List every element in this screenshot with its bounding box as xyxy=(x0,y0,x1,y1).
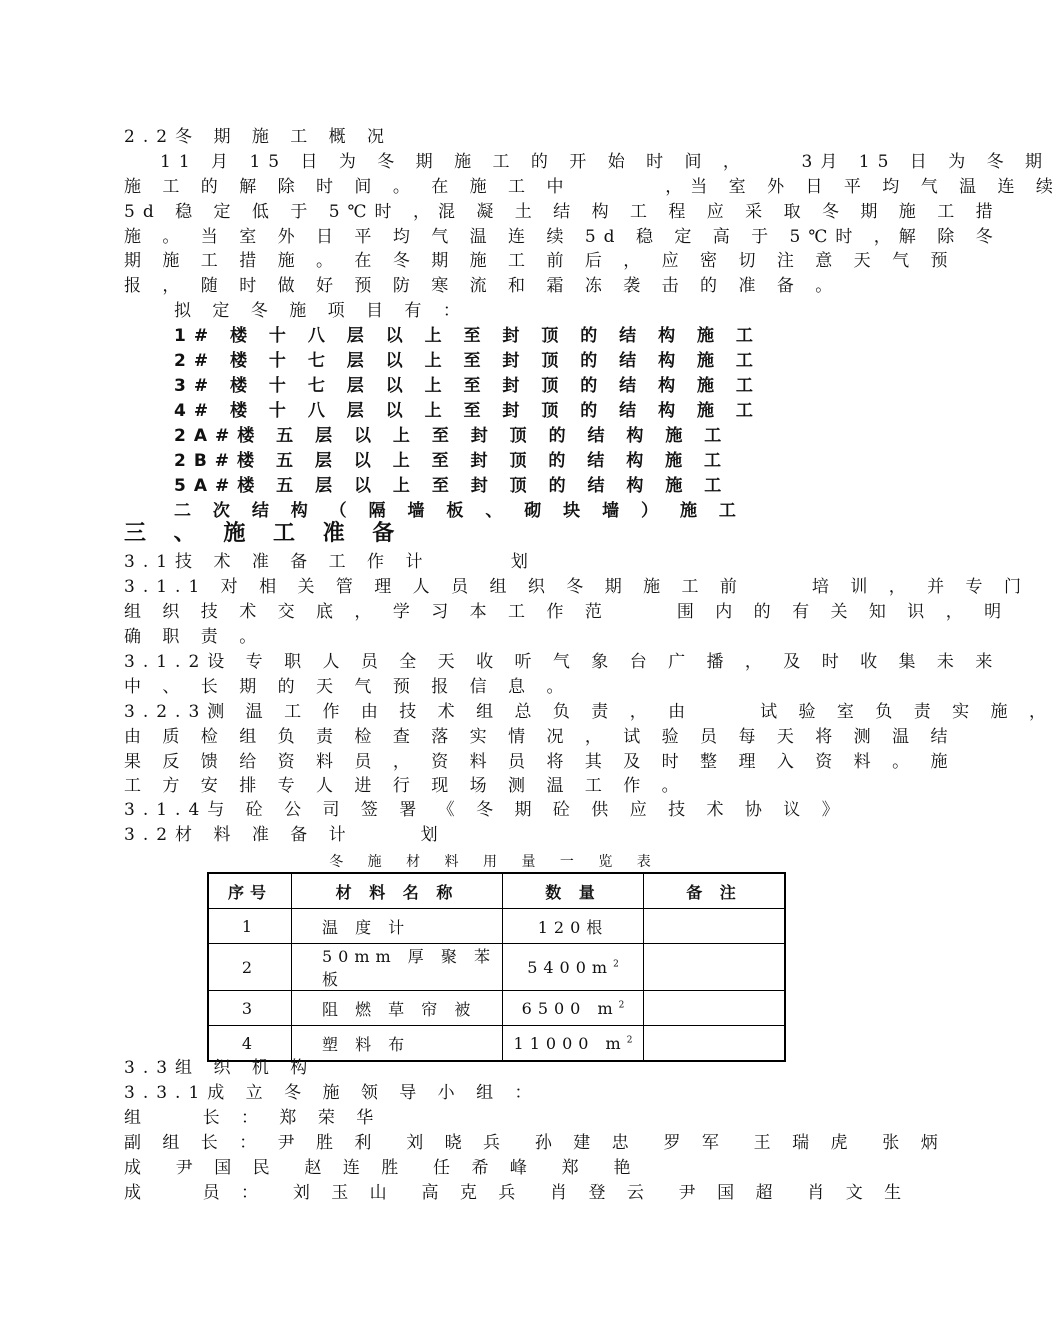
table-caption: 冬 施 材 料 用 量 一 览 表 xyxy=(329,854,661,870)
qty-value: 5400m xyxy=(527,957,614,977)
winter-item: 二 次 结 构 （ 隔 墙 板 、 砌 块 墙 ） 施 工 xyxy=(174,501,744,521)
paragraph-line: 由 质 检 组 负 责 检 查 落 实 情 况 ， 试 验 员 每 天 将 测 温 结 xyxy=(124,727,956,747)
cell-note xyxy=(644,1026,786,1062)
paragraph-line: 3.3组 织 机 构 xyxy=(124,1058,316,1078)
col-header-qty: 数 量 xyxy=(503,873,644,909)
items-intro: 拟 定 冬 施 项 目 有 ： xyxy=(174,301,468,321)
paragraph-line: 组 织 技 术 交 底 ， 学 习 本 工 作 范 围 内 的 有 关 知 识 ， 明 xyxy=(124,602,1010,622)
winter-item: 3# 楼 十 七 层 以 上 至 封 顶 的 结 构 施 工 xyxy=(174,376,761,396)
paragraph-line: 成 尹 国 民 赵 连 胜 任 希 峰 郑 艳 xyxy=(124,1158,639,1178)
cell-no: 3 xyxy=(208,991,292,1026)
cell-note xyxy=(644,944,786,991)
winter-item: 2A#楼 五 层 以 上 至 封 顶 的 结 构 施 工 xyxy=(174,426,730,446)
table-row xyxy=(208,991,785,1026)
col-header-name: 材 料 名 称 xyxy=(292,873,503,909)
cell-name: 温 度 计 xyxy=(292,909,503,944)
cell-name: 阻 燃 草 帘 被 xyxy=(292,991,503,1026)
qty-unit-exponent: 2 xyxy=(618,1000,625,1011)
materials-table xyxy=(207,872,786,1062)
paragraph-line: 11 月 15 日 为 冬 期 施 工 的 开 始 时 间 ， 3月 15 日 为 冬 期 xyxy=(160,152,1050,172)
paragraph-line: 3.1.1 对 相 关 管 理 人 员 组 织 冬 期 施 工 前 培 训 ， 并 专 门 xyxy=(124,577,1029,597)
paragraph-line: 3.2材 料 准 备 计 划 xyxy=(124,825,446,845)
col-header-note: 备 注 xyxy=(644,873,786,909)
cell-note xyxy=(644,991,786,1026)
paragraph-line: 施 。 当 室 外 日 平 均 气 温 连 续 5d 稳 定 高 于 5℃时 ，解 除 冬 xyxy=(124,227,1001,247)
qty-value: 120根 xyxy=(537,917,609,937)
paragraph-line: 确 职 责 。 xyxy=(124,627,265,647)
cell-qty xyxy=(503,991,644,1026)
paragraph-line: 中 、 长 期 的 天 气 预 报 信 息 。 xyxy=(124,677,572,697)
cell-no: 2 xyxy=(208,944,292,991)
paragraph-line: 3.1技 术 准 备 工 作 计 划 xyxy=(124,552,536,572)
paragraph-line: 3.3.1成 立 冬 施 领 导 小 组 ： xyxy=(124,1083,540,1103)
col-header-no: 序号 xyxy=(208,873,292,909)
qty-value: 11000 m xyxy=(513,1033,627,1053)
paragraph-line: 报 ， 随 时 做 好 预 防 寒 流 和 霜 冻 袭 击 的 准 备 。 xyxy=(124,276,841,296)
cell-qty xyxy=(503,944,644,991)
table-row xyxy=(208,909,785,944)
paragraph-line: 3.2.3测 温 工 作 由 技 术 组 总 负 责 ， 由 试 验 室 负 责 实 施 ， xyxy=(124,702,1054,722)
cell-no: 1 xyxy=(208,909,292,944)
cell-note xyxy=(644,909,786,944)
paragraph-line: 果 反 馈 给 资 料 员 ， 资 料 员 将 其 及 时 整 理 入 资 料 。 施 xyxy=(124,752,956,772)
cell-name: 塑 料 布 xyxy=(292,1026,503,1062)
table-header-row xyxy=(208,873,785,909)
table-row xyxy=(208,1026,785,1062)
paragraph-line: 3.1.4与 砼 公 司 签 署 《 冬 期 砼 供 应 技 术 协 议 》 xyxy=(124,800,847,820)
winter-item: 2# 楼 十 七 层 以 上 至 封 顶 的 结 构 施 工 xyxy=(174,351,761,371)
paragraph-line: 期 施 工 措 施 。 在 冬 期 施 工 前 后 ， 应 密 切 注 意 天 气 预 xyxy=(124,251,956,271)
winter-item: 4# 楼 十 八 层 以 上 至 封 顶 的 结 构 施 工 xyxy=(174,401,761,421)
cell-name: 50mm 厚 聚 苯 板 xyxy=(292,944,503,991)
paragraph-line: 3.1.2设 专 职 人 员 全 天 收 听 气 象 台 广 播 ， 及 时 收 集 未 来 xyxy=(124,652,1001,672)
qty-value: 6500 m xyxy=(521,998,619,1018)
table-row xyxy=(208,944,785,991)
winter-item: 2B#楼 五 层 以 上 至 封 顶 的 结 构 施 工 xyxy=(174,451,730,471)
cell-qty xyxy=(503,1026,644,1062)
qty-unit-exponent: 2 xyxy=(613,959,619,970)
paragraph-line: 5d 稳 定 低 于 5℃时 ，混 凝 土 结 构 工 程 应 采 取 冬 期 施 工 措 xyxy=(124,202,1001,222)
paragraph-line: 副 组 长 ： 尹 胜 利 刘 晓 兵 孙 建 忠 罗 军 王 瑞 虎 张 炳 xyxy=(124,1133,946,1153)
cell-no: 4 xyxy=(208,1026,292,1062)
section-3-heading: 三 、 施 工 准 备 xyxy=(124,521,405,546)
qty-unit-exponent: 2 xyxy=(626,1035,633,1046)
section-2-2-heading: 2.2冬 期 施 工 概 况 xyxy=(124,127,393,147)
cell-qty xyxy=(503,909,644,944)
winter-item: 5A#楼 五 层 以 上 至 封 顶 的 结 构 施 工 xyxy=(174,476,730,496)
paragraph-line: 施 工 的 解 除 时 间 。 在 施 工 中 ，当 室 外 日 平 均 气 温 连 续 xyxy=(124,177,1061,197)
paragraph-line: 工 方 安 排 专 人 进 行 现 场 测 温 工 作 。 xyxy=(124,776,687,796)
paragraph-line: 组 长 ： 郑 荣 华 xyxy=(124,1108,382,1128)
winter-item: 1# 楼 十 八 层 以 上 至 封 顶 的 结 构 施 工 xyxy=(174,326,761,346)
paragraph-line: 成 员 ： 刘 玉 山 高 克 兵 肖 登 云 尹 国 超 肖 文 生 xyxy=(124,1183,910,1203)
